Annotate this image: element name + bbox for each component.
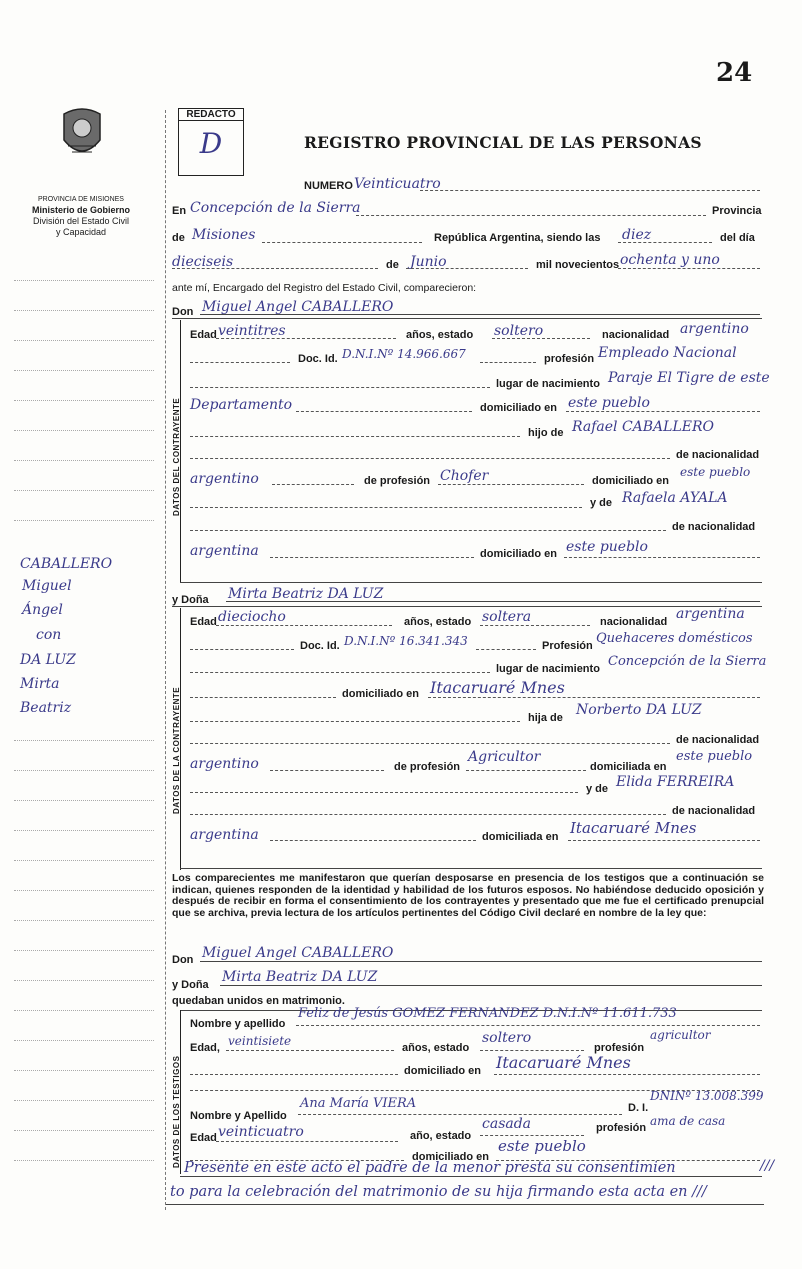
dia-value: dieciseis [172, 254, 234, 270]
padre-f-dom-value: este pueblo [676, 749, 753, 764]
padre-f-nac-value: argentino [190, 756, 259, 772]
doc-f-value: D.N.I.Nº 16.341.343 [344, 634, 468, 648]
mes-value: Junio [410, 254, 447, 270]
page-number: 24 [716, 58, 753, 88]
redacto-value: D [199, 127, 223, 160]
t2-edad-label: Edad [190, 1132, 217, 1144]
form-left-border [165, 110, 166, 1210]
de2-label: de [386, 259, 399, 271]
redacto-label: REDACTO [179, 109, 243, 121]
numero-value: Veinticuatro [354, 176, 441, 192]
edad-f-label: Edad [190, 616, 217, 628]
don-label: Don [172, 306, 194, 318]
domiciliada-label: domiciliada en [590, 761, 667, 773]
anos-estado-f-label: años, estado [404, 616, 472, 628]
margin-name-6: Mirta [20, 676, 60, 692]
lugar-nac-f-label: lugar de nacimiento [496, 663, 600, 675]
lugar1-value: Paraje El Tigre de este [608, 370, 770, 386]
t1-edad-label: Edad, [190, 1042, 220, 1054]
ministry-division: División del Estado Civil [32, 216, 130, 226]
madre-f-domiciliada-label: domiciliada en [482, 831, 559, 843]
t2-estado-label: año, estado [410, 1130, 472, 1142]
legal-paragraph: Los comparecientes me manifestaron que querían desposarse en presencia de los testigos que a continuación se indican, quienes responden de la identidad y habilidad de los futuros esposos. No habiéndose deducido oposición y después de recibir en forma el consentimiento de los contrayentes y presentado que me fue el certificado prenupcial que se archiva, previa lectura de los artículos pertinentes del Código Civil declaré en nombre de la ley que: [172, 872, 764, 919]
t1-nombre-label: Nombre y apellido [190, 1018, 286, 1030]
t2-di-label: D. I. [628, 1102, 649, 1114]
madre-f-value: Elida FERREIRA [616, 774, 735, 790]
y-de-label: y de [590, 497, 613, 509]
t1-edad-value: veintisiete [228, 1034, 292, 1048]
t1-profesion-label: profesión [594, 1042, 645, 1054]
datos-contrayente-f-label: DATOS DE LA CONTRAYENTE [172, 686, 181, 814]
numero-label: NUMERO [304, 180, 353, 192]
hora-value: diez [622, 227, 652, 243]
domiciliado-label: domiciliado en [480, 402, 558, 414]
de-value: Misiones [192, 227, 256, 243]
t2-edad-value: veinticuatro [218, 1124, 304, 1140]
datos-testigos-label: DATOS DE LOS TESTIGOS [172, 1055, 181, 1168]
de-profesion-label: de profesión [364, 475, 431, 487]
don-value: Miguel Angel CABALLERO [202, 299, 394, 315]
anio-value: ochenta y uno [620, 252, 720, 268]
estado-value: soltero [494, 323, 544, 339]
prof-f-value: Quehaceres domésticos [596, 631, 753, 646]
don2-label: Don [172, 954, 194, 966]
madre-de-nacionalidad-label: de nacionalidad [672, 521, 756, 533]
margin-name-5: DA LUZ [20, 652, 76, 668]
t1-estado-label: años, estado [402, 1042, 470, 1054]
madre-f-nac-value: argentina [190, 827, 259, 843]
margin-name-2: Miguel [22, 578, 72, 594]
en-label: En [172, 205, 187, 217]
t1-dom-value: Itacaruaré Mnes [496, 1053, 631, 1072]
del-dia-label: del día [720, 232, 755, 244]
t2-prof-value: ama de casa [650, 1114, 726, 1128]
madre-nac-value: argentina [190, 543, 259, 559]
ministry-name: Ministerio de Gobierno [31, 205, 130, 215]
dona-value: Mirta Beatriz DA LUZ [228, 586, 384, 602]
padre-f-value: Norberto DA LUZ [576, 702, 702, 718]
padre-f-profesion-label: de profesión [394, 761, 461, 773]
padre-dom-value: este pueblo [680, 465, 751, 479]
document-title: REGISTRO PROVINCIAL DE LAS PERSONAS [304, 133, 702, 152]
t1-estado-value: soltero [482, 1030, 532, 1046]
padre-prof-value: Chofer [440, 468, 489, 484]
profesion-f-label: Profesión [542, 640, 593, 652]
province-emblem [60, 106, 104, 162]
margin-name-7: Beatriz [20, 700, 72, 716]
t2-di-value: DNINº 13.008.399 [650, 1089, 764, 1103]
hija-de-label: hija de [528, 712, 563, 724]
madre-domiciliado-label: domiciliado en [480, 548, 558, 560]
margin-name-1: CABALLERO [20, 556, 113, 572]
redacto-box [178, 108, 244, 176]
t2-dom-value: este pueblo [498, 1137, 586, 1155]
dom-f-value: Itacaruaré Mnes [430, 678, 565, 697]
hijo-de-label: hijo de [528, 427, 564, 439]
y-dona-label: y Doña [172, 594, 209, 606]
don2-value: Miguel Angel CABALLERO [202, 945, 394, 961]
padre-f-nacionalidad-label: de nacionalidad [676, 734, 760, 746]
doc-id-f-label: Doc. Id. [300, 640, 340, 652]
ministry-province: PROVINCIA DE MISIONES [38, 196, 124, 203]
madre-f-nacionalidad-label: de nacionalidad [672, 805, 756, 817]
lugar-f-value: Concepción de la Sierra [608, 654, 767, 669]
t1-domiciliado-label: domiciliado en [404, 1065, 482, 1077]
padre-nac-value: argentino [190, 471, 259, 487]
ministry-capacity: y Capacidad [55, 227, 107, 237]
lugar-nac-label: lugar de nacimiento [496, 378, 600, 390]
t2-profesion-label: profesión [596, 1122, 647, 1134]
t2-estado-value: casada [482, 1116, 532, 1132]
margin-name-4: con [36, 627, 62, 643]
padre-f-prof-value: Agricultor [468, 749, 541, 765]
note-line-1: Presente en este acto el padre de la menor presta su consentimien [184, 1160, 676, 1176]
note-line-2: to para la celebración del matrimonio de su hija firmando esta acta en /// [170, 1184, 707, 1200]
madre-f-dom-value: Itacaruaré Mnes [570, 819, 697, 837]
madre-value: Rafaela AYALA [622, 490, 728, 506]
padre-value: Rafael CABALLERO [572, 419, 715, 435]
edad-value: veintitres [218, 323, 286, 339]
t2-domiciliado-label: domiciliado en [412, 1151, 490, 1163]
anos-estado-label: años, estado [406, 329, 474, 341]
nacionalidad-f-label: nacionalidad [600, 616, 668, 628]
madre-dom-value: este pueblo [566, 539, 648, 555]
note-line-1b: /// [760, 1158, 775, 1174]
profesion-value: Empleado Nacional [598, 345, 737, 361]
dona2-value: Mirta Beatriz DA LUZ [222, 969, 378, 985]
edad-label: Edad [190, 329, 217, 341]
profesion-label: profesión [544, 353, 595, 365]
nacionalidad-value: argentino [680, 321, 749, 337]
margin-name-3: Ángel [22, 602, 63, 618]
de-nacionalidad-label: de nacionalidad [676, 449, 760, 461]
y-dona2-label: y Doña [172, 979, 209, 991]
en-value: Concepción de la Sierra [190, 200, 361, 216]
lugar2-value: Departamento [190, 397, 293, 413]
t1-nombre-value: Feliz de Jesús GOMEZ FERNANDEZ D.N.I.Nº 11.611.733 [298, 1006, 677, 1021]
t1-prof-value: agricultor [650, 1028, 711, 1042]
estado-f-value: soltera [482, 609, 532, 625]
de-label: de [172, 232, 185, 244]
domiciliado-f-label: domiciliado en [342, 688, 420, 700]
provincia-label: Provincia [712, 205, 762, 217]
domicilio-value: este pueblo [568, 395, 650, 411]
doc-id-label: Doc. Id. [298, 353, 338, 365]
nac-f-value: argentina [676, 606, 745, 622]
t2-nombre-value: Ana María VIERA [300, 1096, 417, 1111]
republica-label: República Argentina, siendo las [434, 232, 601, 244]
y-de-f-label: y de [586, 783, 609, 795]
quedaban-label: quedaban unidos en matrimonio. [172, 995, 345, 1007]
mil-label: mil novecientos [536, 259, 620, 271]
padre-domiciliado-label: domiciliado en [592, 475, 670, 487]
edad-f-value: dieciocho [218, 609, 286, 625]
ministry-block [6, 194, 156, 238]
ante-label: ante mí, Encargado del Registro del Estado Civil, comparecieron: [172, 282, 477, 294]
nacionalidad-label: nacionalidad [602, 329, 670, 341]
t2-nombre-label: Nombre y Apellido [190, 1110, 287, 1122]
datos-contrayente-label: DATOS DEL CONTRAYENTE [172, 397, 181, 516]
doc-value: D.N.I.Nº 14.966.667 [342, 347, 466, 361]
